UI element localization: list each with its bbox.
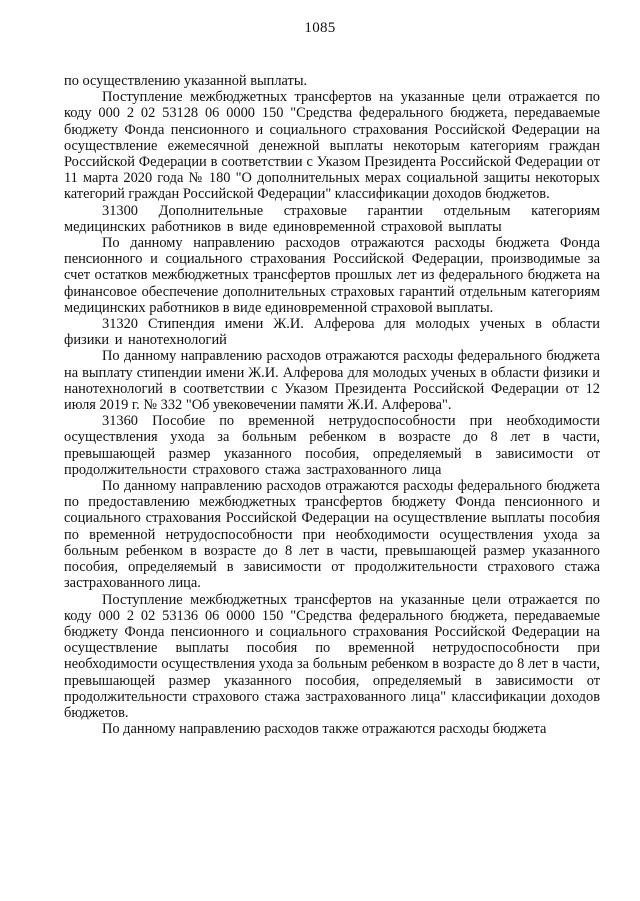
paragraph-31300-description: По данному направлению расходов отражаются расходы бюджета Фонда пенсионного и социального страхования Российской Федерации, производимые за счет остатков межбюджетных трансфертов прошлых лет из федерального бюджета на финансовое обеспечение дополнительных страховых гарантий отдельным категориям медицинских работников в виде единовременной страховой выплаты. — [64, 235, 600, 316]
page-number: 1085 — [304, 20, 336, 36]
paragraph-31320-description: По данному направлению расходов отражаются расходы федерального бюджета на выплату стипендии имени Ж.И. Алферова для молодых ученых в области физики и нанотехнологий в соответствии с Указом Президента Российской Федерации от 12 июля 2019 г. № 332 "Об увековечении памяти Ж.И. Алферова". — [64, 348, 600, 414]
paragraph-continuation: по осуществлению указанной выплаты. — [64, 73, 308, 89]
document-body — [64, 73, 600, 737]
paragraph-31360-description: По данному направлению расходов отражаются расходы федерального бюджета по предоставлению межбюджетных трансфертов бюджету Фонда пенсионного и социального страхования Российской Федерации на осуществление выплаты пособия по временной нетрудоспособности при необходимости осуществления ухода за больным ребенком в возрасте до 8 лет в части, превышающей размер указанного пособия, определяемый в зависимости от продолжительности страхового стажа застрахованного лица. — [64, 478, 600, 592]
heading-31360: 31360 Пособие по временной нетрудоспособности при необходимости осуществления ухода за больным ребенком в возрасте до 8 лет в части, превышающей размер указанного пособия, определяемый в зависимости от продолжительности страхового стажа застрахованного лица — [64, 413, 600, 478]
paragraph-trailing: По данному направлению расходов также отражаются расходы бюджета — [102, 721, 547, 738]
paragraph-transfer-53136: Поступление межбюджетных трансфертов на указанные цели отражается по коду 000 2 02 53136 06 0000 150 "Средства федерального бюджета, передаваемые бюджету Фонда пенсионного и социального страхования Российской Федерации на осуществление выплаты пособия по временной нетрудоспособности при необходимости осуществления ухода за больным ребенком в возрасте до 8 лет в части, превышающей размер указанного пособия, определяемый в зависимости от продолжительности страхового стажа застрахованного лица" классификации доходов бюджетов. — [64, 591, 600, 721]
heading-31300: 31300 Дополнительные страховые гарантии отдельным категориям медицинских работников в виде единовременной страховой выплаты — [64, 202, 600, 235]
paragraph-transfer-53128: Поступление межбюджетных трансфертов на указанные цели отражается по коду 000 2 02 53128 06 0000 150 "Средства федерального бюджета, передаваемые бюджету Фонда пенсионного и социального страхования Российской Федерации на осуществление ежемесячной денежной выплаты некоторым категориям граждан Российской Федерации в соответствии с Указом Президента Российской Федерации от 11 марта 2020 года № 180 "О дополнительных мерах социальной защиты некоторых категорий граждан Российской Федерации" классификации доходов бюджетов. — [64, 89, 600, 203]
heading-31320: 31320 Стипендия имени Ж.И. Алферова для молодых ученых в области физики и нанотехнологий — [64, 316, 600, 349]
